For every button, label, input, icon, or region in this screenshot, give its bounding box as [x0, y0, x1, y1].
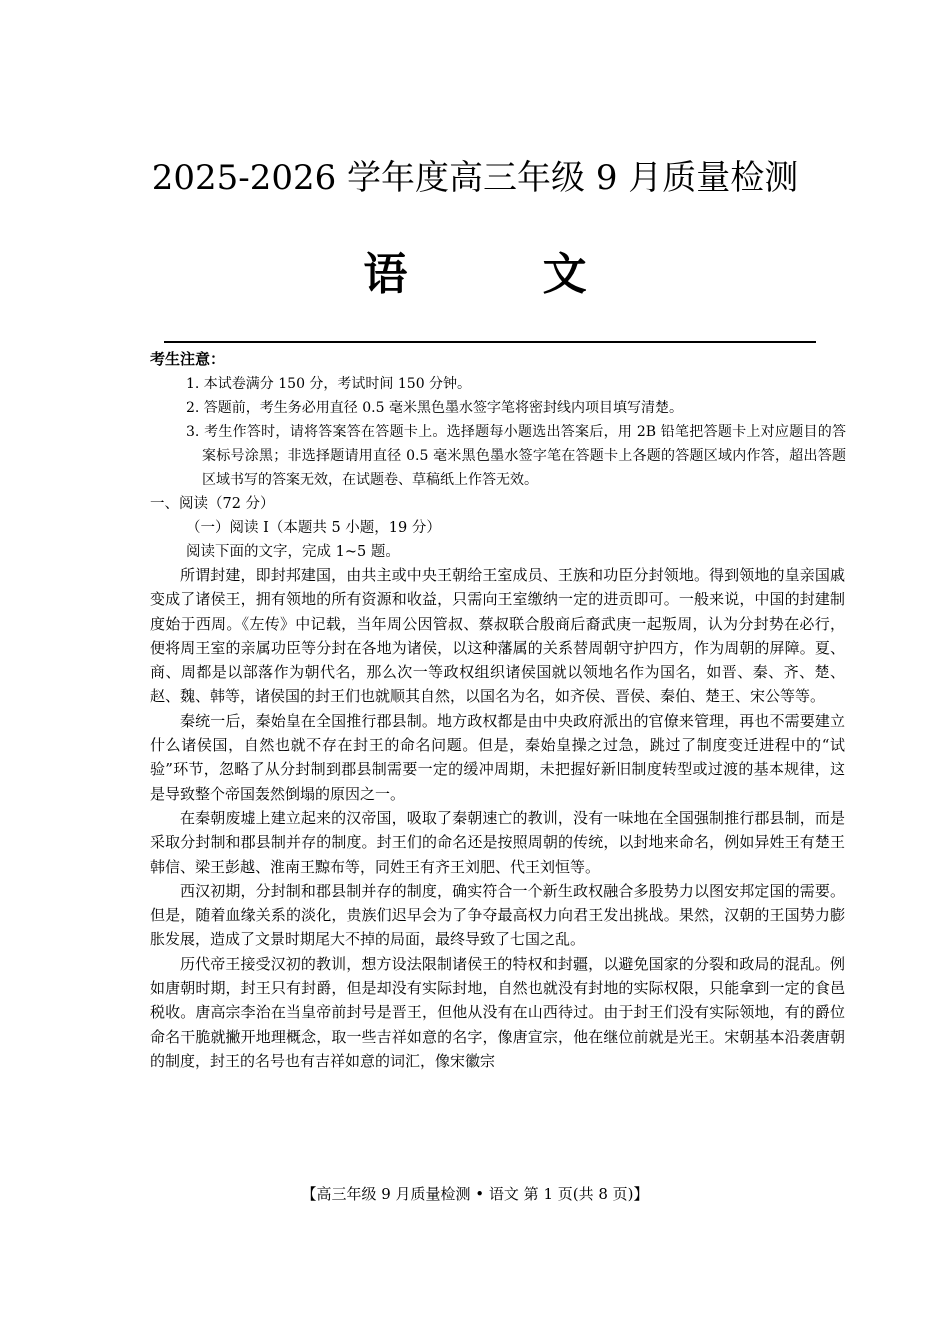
section-heading: 一、阅读（72 分）: [150, 496, 275, 512]
reading-passage: [150, 563, 845, 1073]
reading-instruction: 阅读下面的文字，完成 1~5 题。: [186, 544, 400, 560]
passage-paragraph-5: 历代帝王接受汉初的教训，想方设法限制诸侯王的特权和封疆，以避免国家的分裂和政局的混乱。例如唐朝时期，封王只有封爵，但是却没有实际封地，自然也就没有封地的实际权限，只能拿到一定的食邑税收。唐高宗李治在当皇帝前封号是晋王，但他从没有在山西待过。由于封王们没有实际领地，有的爵位命名干脆就撇开地理概念，取一些吉祥如意的名字，像唐宣宗，他在继位前就是光王。宋朝基本沿袭唐朝的制度，封王的名号也有吉祥如意的词汇，像宋徽宗: [150, 954, 845, 1070]
notice-list: [186, 372, 846, 492]
passage-paragraph-1: 所谓封建，即封邦建国，由共主或中央王朝给王室成员、王族和功臣分封领地。得到领地的皇亲国戚变成了诸侯王，拥有领地的所有资源和收益，只需向王室缴纳一定的进贡即可。一般来说，中国的封建制度始于西周。《左传》中记载，当年周公因管叔、蔡叔联合殷商后裔武庚一起叛周，认为分封势在必行，便将周王室的亲属功臣等分封在各地为诸侯，以这种藩属的关系替周朝守护四方，作为周朝的屏障。夏、商、周都是以部落作为朝代名，那么次一等政权组织诸侯国就以领地名作为国名，如晋、秦、齐、楚、赵、魏、韩等，诸侯国的封王们也就顺其自然，以国名为名，如齐侯、晋侯、秦伯、楚王、宋公等等。: [150, 566, 845, 706]
passage-paragraph-4: 西汉初期，分封制和郡县制并存的制度，确实符合一个新生政权融合多股势力以图安邦定国的需要。但是，随着血缘关系的淡化，贵族们迟早会为了争夺最高权力向君王发出挑战。果然，汉朝的王国势力膨胀发展，造成了文景时期尾大不掉的局面，最终导致了七国之乱。: [150, 881, 845, 949]
section-subheading: （一）阅读 I（本题共 5 小题，19 分）: [186, 520, 441, 536]
exam-title: 2025-2026 学年度高三年级 9 月质量检测: [151, 158, 799, 198]
notice-item-2: 2. 答题前，考生务必用直径 0.5 毫米黑色墨水签字笔将密封线内项目填写清楚。: [186, 400, 683, 416]
notice-item-1: 1. 本试卷满分 150 分，考试时间 150 分钟。: [186, 376, 472, 392]
page-footer: 【高三年级 9 月质量检测 • 语文 第 1 页(共 8 页)】: [301, 1185, 649, 1203]
passage-paragraph-2: 秦统一后，秦始皇在全国推行郡县制。地方政权都是由中央政府派出的官僚来管理，再也不需要建立什么诸侯国，自然也就不存在封王的命名问题。但是，秦始皇操之过急，跳过了制度变迁进程中的“试验”环节，忽略了从分封制到郡县制需要一定的缓冲周期，未把握好新旧制度转型或过渡的基本规律，这是导致整个帝国轰然倒塌的原因之一。: [150, 711, 845, 803]
passage-paragraph-3: 在秦朝废墟上建立起来的汉帝国，吸取了秦朝速亡的教训，没有一味地在全国强制推行郡县制，而是采取分封制和郡县制并存的制度。封王们的命名还是按照周朝的传统，以封地来命名，例如异姓王有楚王韩信、梁王彭越、淮南王黥布等，同姓王有齐王刘肥、代王刘恒等。: [150, 808, 845, 876]
notice-item-3: 3. 考生作答时，请将答案答在答题卡上。选择题每小题选出答案后，用 2B 铅笔把答题卡上对应题目的答案标号涂黑；非选择题请用直径 0.5 毫米黑色墨水签字笔在答题卡上各题的答题区域内作答，超出答题区域书写的答案无效，在试题卷、草稿纸上作答无效。: [186, 424, 846, 488]
notice-title: 考生注意：: [150, 350, 226, 368]
subject-title: 语 文: [363, 249, 647, 300]
title-divider: [164, 341, 816, 343]
